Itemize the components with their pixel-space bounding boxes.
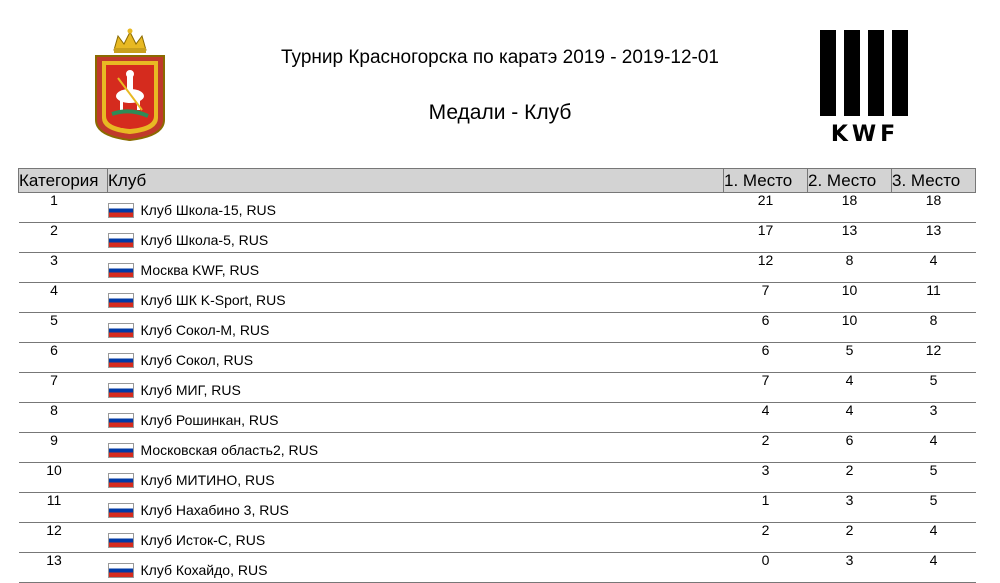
club-cell [108, 283, 724, 313]
second-place-cell: 3 [808, 553, 892, 583]
second-place-cell: 6 [808, 433, 892, 463]
russia-flag-icon [108, 533, 134, 548]
russia-flag-icon [108, 443, 134, 458]
rank-cell: 11 [19, 493, 108, 523]
table-row [19, 343, 976, 373]
first-place-cell: 4 [724, 403, 808, 433]
third-place-cell: 5 [892, 493, 976, 523]
column-header-first-place: 1. Место [724, 169, 808, 193]
table-row [19, 403, 976, 433]
third-place-cell: 18 [892, 193, 976, 223]
third-place-cell: 3 [892, 403, 976, 433]
second-place-cell: 4 [808, 373, 892, 403]
column-header-club: Клуб [108, 169, 724, 193]
third-place-cell: 4 [892, 253, 976, 283]
tournament-title: Турнир Красногорска по каратэ 2019 - 2019-12-01 [281, 47, 719, 68]
medals-table [18, 168, 976, 583]
first-place-cell: 21 [724, 193, 808, 223]
club-cell [108, 463, 724, 493]
moscow-oblast-emblem [90, 28, 170, 143]
russia-flag-icon [108, 383, 134, 398]
club-cell [108, 373, 724, 403]
column-header-second-place: 2. Место [808, 169, 892, 193]
rank-cell: 4 [19, 283, 108, 313]
russia-flag-icon [108, 233, 134, 248]
first-place-cell: 2 [724, 433, 808, 463]
rank-cell: 5 [19, 313, 108, 343]
club-name: Клуб Исток-С, RUS [140, 531, 266, 548]
rank-cell: 10 [19, 463, 108, 493]
russia-flag-icon [108, 323, 134, 338]
table-row [19, 523, 976, 553]
column-header-third-place: 3. Место [892, 169, 976, 193]
club-name: Клуб МИТИНО, RUS [140, 471, 275, 488]
club-cell [108, 523, 724, 553]
russia-flag-icon [108, 503, 134, 518]
rank-cell: 8 [19, 403, 108, 433]
kwf-logo-text: KWF [830, 122, 900, 147]
first-place-cell: 6 [724, 313, 808, 343]
third-place-cell: 11 [892, 283, 976, 313]
third-place-cell: 4 [892, 553, 976, 583]
club-cell [108, 193, 724, 223]
club-name: Клуб Школа-15, RUS [140, 201, 277, 218]
first-place-cell: 0 [724, 553, 808, 583]
second-place-cell: 3 [808, 493, 892, 523]
second-place-cell: 8 [808, 253, 892, 283]
club-name: Клуб Школа-5, RUS [140, 231, 269, 248]
club-name: Клуб Нахабино 3, RUS [140, 501, 289, 518]
club-name: Клуб Кохайдо, RUS [140, 561, 268, 578]
first-place-cell: 3 [724, 463, 808, 493]
table-row [19, 433, 976, 463]
first-place-cell: 7 [724, 373, 808, 403]
kwf-bars-icon [818, 30, 912, 116]
rank-cell: 1 [19, 193, 108, 223]
third-place-cell: 13 [892, 223, 976, 253]
first-place-cell: 12 [724, 253, 808, 283]
club-cell [108, 343, 724, 373]
rank-cell: 2 [19, 223, 108, 253]
table-row [19, 493, 976, 523]
russia-flag-icon [108, 563, 134, 578]
russia-flag-icon [108, 293, 134, 308]
table-row [19, 223, 976, 253]
russia-flag-icon [108, 413, 134, 428]
club-cell [108, 433, 724, 463]
second-place-cell: 5 [808, 343, 892, 373]
table-header-row [19, 169, 976, 193]
third-place-cell: 5 [892, 373, 976, 403]
russia-flag-icon [108, 353, 134, 368]
rank-cell: 12 [19, 523, 108, 553]
club-cell [108, 253, 724, 283]
rank-cell: 3 [19, 253, 108, 283]
rank-cell: 9 [19, 433, 108, 463]
kwf-logo [818, 30, 912, 148]
club-name: Клуб Сокол-М, RUS [140, 321, 270, 338]
first-place-cell: 2 [724, 523, 808, 553]
table-row [19, 553, 976, 583]
first-place-cell: 17 [724, 223, 808, 253]
report-subtitle: Медали - Клуб [428, 101, 572, 124]
column-header-category: Категория [19, 169, 108, 193]
table-row [19, 193, 976, 223]
table-row [19, 253, 976, 283]
second-place-cell: 2 [808, 463, 892, 493]
third-place-cell: 4 [892, 433, 976, 463]
table-row [19, 313, 976, 343]
rank-cell: 7 [19, 373, 108, 403]
club-name: Москва KWF, RUS [140, 261, 260, 278]
table-row [19, 373, 976, 403]
club-name: Клуб Рошинкан, RUS [140, 411, 279, 428]
third-place-cell: 8 [892, 313, 976, 343]
club-cell [108, 403, 724, 433]
first-place-cell: 7 [724, 283, 808, 313]
russia-flag-icon [108, 203, 134, 218]
russia-flag-icon [108, 473, 134, 488]
third-place-cell: 5 [892, 463, 976, 493]
club-cell [108, 223, 724, 253]
third-place-cell: 12 [892, 343, 976, 373]
club-name: Клуб Сокол, RUS [140, 351, 254, 368]
russia-flag-icon [108, 263, 134, 278]
second-place-cell: 10 [808, 283, 892, 313]
table-row [19, 283, 976, 313]
first-place-cell: 1 [724, 493, 808, 523]
club-name: Клуб ШК K-Sport, RUS [140, 291, 286, 308]
club-cell [108, 553, 724, 583]
first-place-cell: 6 [724, 343, 808, 373]
second-place-cell: 13 [808, 223, 892, 253]
second-place-cell: 4 [808, 403, 892, 433]
club-cell [108, 493, 724, 523]
rank-cell: 6 [19, 343, 108, 373]
club-cell [108, 313, 724, 343]
third-place-cell: 4 [892, 523, 976, 553]
emblem-icon [90, 28, 170, 143]
second-place-cell: 10 [808, 313, 892, 343]
table-row [19, 463, 976, 493]
rank-cell: 13 [19, 553, 108, 583]
club-name: Клуб МИГ, RUS [140, 381, 241, 398]
second-place-cell: 18 [808, 193, 892, 223]
second-place-cell: 2 [808, 523, 892, 553]
club-name: Московская область2, RUS [140, 441, 319, 458]
